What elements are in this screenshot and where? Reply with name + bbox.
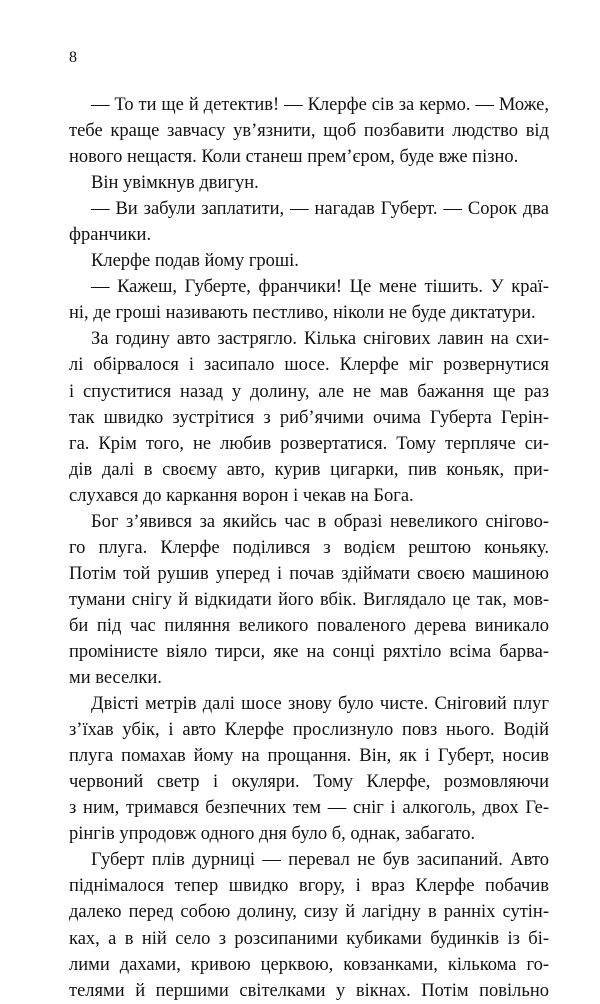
text-line: тумани снігу й відкидати його вбік. Виглядало це так, мов-	[69, 589, 549, 610]
text-line: франчики.	[69, 225, 152, 246]
text-line: промінисте віяло тирси, яке на сонці ряхтіло всіма барва-	[69, 641, 549, 662]
text-line: — То ти ще й детектив! — Клерфе сів за кермо. — Може,	[91, 95, 549, 115]
text-line: з’їхав убік, і авто Клерфе прослизнуло повз нього. Водій	[69, 720, 549, 741]
text-line: Він увімкнув двигун.	[91, 173, 259, 194]
text-line: рінгів упродовж одного дня було б, однак, забагато.	[69, 824, 476, 845]
text-line: би під час пиляння великого поваленого дерева виникало	[69, 615, 549, 636]
text-line: Бог з’явився за якийсь час в образі невеликого снігово-	[91, 511, 549, 532]
text-line: телями й першими світелками у вікнах. Потім повільно	[69, 980, 549, 1001]
text-line: плуга помахав йому на прощання. Він, як і Губерт, носив	[69, 746, 549, 767]
text-line: Губерт плів дурниці — перевал не був засипаний. Авто	[91, 850, 549, 871]
text-line: червоний светр і окуляри. Тому Клерфе, розмовляючи	[69, 772, 549, 793]
text-line: га. Крім того, не любив розвертатися. Тому терпляче си-	[69, 433, 549, 454]
text-line: дів далі в своєму авто, курив цигарки, пив коньяк, при-	[69, 459, 549, 480]
text-line: Потім той рушив уперед і почав здіймати своєю машиною	[69, 563, 549, 584]
text-line: тебе краще завчасу ув’язнити, щоб позбавити людство від	[69, 121, 549, 142]
text-line: лими дахами, кривою церквою, ковзанками, кількома го-	[69, 954, 549, 975]
text-line: ми веселки.	[69, 668, 162, 689]
text-line: нового нещастя. Коли станеш прем’єром, буде вже пізно.	[69, 147, 519, 168]
text-line: ках, а в ній село з розсипаними кубиками будинків із бі-	[69, 928, 549, 949]
text-line: лі обірвалося і засипало шосе. Клерфе міг розвернутися	[69, 355, 549, 376]
text-line: і спуститися назад у долину, але не мав бажання ще раз	[69, 381, 549, 402]
text-line: го плуга. Клерфе поділився з водієм рештою коньяку.	[69, 537, 549, 558]
text-line: з ним, тримався безпечних тем — сніг і алкоголь, двох Ге-	[69, 798, 549, 819]
body-text	[69, 92, 549, 1004]
text-line: слухався до каркання ворон і чекав на Бога.	[69, 485, 414, 506]
text-line: ні, де гроші називають пестливо, ніколи не буде диктатури.	[69, 303, 536, 324]
text-line: — Ви забули заплатити, — нагадав Губерт. — Сорок два	[91, 199, 549, 220]
text-line: Клерфе подав йому гроші.	[91, 251, 299, 272]
page-number: 8	[69, 49, 77, 66]
text-line: За годину авто застрягло. Кілька снігових лавин на схи-	[91, 329, 549, 350]
text-line: — Кажеш, Губерте, франчики! Це мене тішить. У краї-	[91, 277, 549, 298]
text-line: далеко перед собою долину, сизу й лагідну в ранніх сутін-	[69, 902, 549, 923]
text-line: так швидко зустрітися з риб’ячими очима Губерта Герін-	[69, 407, 549, 428]
text-line: піднімалося тепер швидко вгору, і враз Клерфе побачив	[69, 876, 549, 897]
text-line: Двісті метрів далі шосе знову було чисте. Сніговий плуг	[91, 694, 549, 715]
